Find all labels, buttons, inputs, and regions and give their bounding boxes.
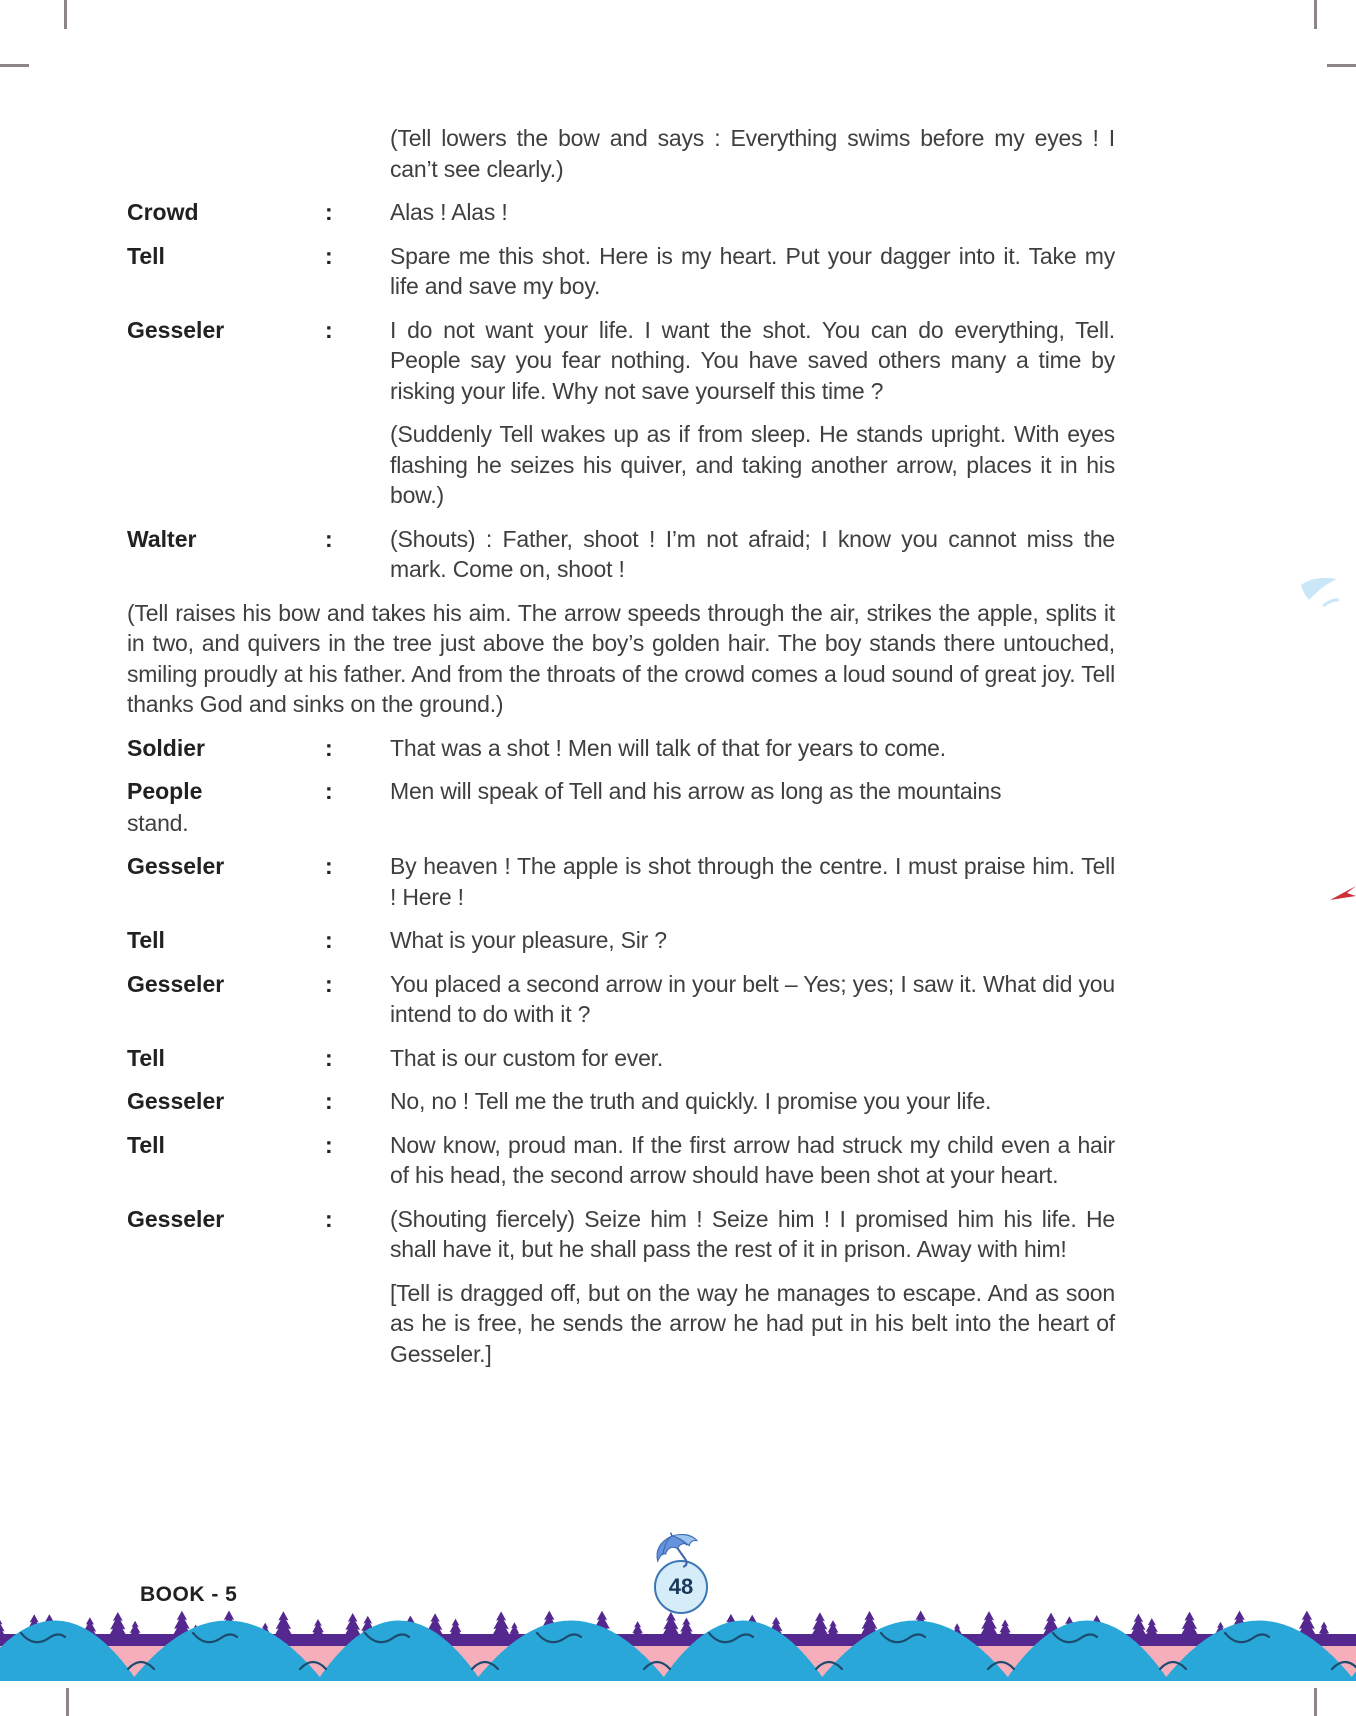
script-body [127, 123, 1115, 1382]
speaker-colon: : [325, 853, 333, 879]
dialogue-text: No, no ! Tell me the truth and quickly. I promise you your life. [390, 1088, 992, 1114]
dialogue-row [127, 1204, 1115, 1265]
dialogue-row [127, 776, 1115, 807]
blue-swoosh-icon [1299, 573, 1341, 615]
dialogue-text: What is your pleasure, Sir ? [390, 927, 667, 953]
dialogue-text: Now know, proud man. If the first arrow had struck my child even a hair of his head, the second arrow should have been shot at your heart. [390, 1131, 1115, 1188]
dialogue-text: Spare me this shot. Here is my heart. Put your dagger into it. Take my life and save my boy. [390, 242, 1115, 299]
dialogue-text: [Tell is dragged off, but on the way he manages to escape. And as soon as he is free, he sends the arrow he had put in his belt into the heart of Gesseler.] [390, 1279, 1115, 1367]
speaker-colon: : [325, 1205, 333, 1232]
umbrella-handle [676, 1546, 688, 1567]
dialogue-row [127, 1086, 1115, 1117]
crop-mark-top-left-v [64, 0, 67, 29]
crop-mark-top-right-h [1327, 64, 1356, 67]
dialogue-row [127, 925, 1115, 956]
speaker-colon: : [325, 970, 333, 997]
speaker-colon: : [325, 316, 333, 343]
speaker-name: People [127, 778, 203, 804]
dialogue-text: By heaven ! The apple is shot through the centre. I must praise him. Tell ! Here ! [390, 853, 1115, 910]
speaker-colon: : [325, 1088, 333, 1114]
speaker-colon: : [325, 242, 333, 269]
dialogue-text: Alas ! Alas ! [390, 199, 508, 225]
speaker-colon [325, 1278, 390, 1370]
speaker-name: Gesseler [127, 853, 225, 879]
dialogue-row [127, 969, 1115, 1030]
dialogue-text: I do not want your life. I want the shot. You can do everything, Tell. People say you fear nothing. You have saved others many a time by risking your life. Why not save yourself this time ? [390, 316, 1115, 404]
dialogue-row [127, 524, 1115, 585]
speaker-colon [325, 419, 390, 511]
speaker-name: Gesseler [127, 316, 225, 343]
blue-hill [131, 1621, 323, 1682]
crop-mark-top-right-v [1314, 0, 1317, 29]
dialogue-row [127, 1043, 1115, 1074]
dialogue-text: (Shouting fiercely) Seize him ! Seize him ! I promised him his life. He shall have it, but he shall pass the rest of it in prison. Away with him! [390, 1205, 1115, 1262]
dialogue-text: That was a shot ! Men will talk of that for years to come. [390, 734, 946, 761]
speaker-name: Crowd [127, 199, 199, 225]
speaker-name [127, 1278, 325, 1370]
dialogue-row [127, 733, 1115, 764]
dialogue-text: That is our custom for ever. [390, 1044, 664, 1071]
dart-shape [1330, 886, 1356, 900]
speaker-colon: : [325, 1044, 333, 1071]
stage-direction-row [127, 123, 1115, 184]
umbrella-icon [648, 1530, 706, 1572]
dialogue-row [127, 315, 1115, 407]
speaker-name: Tell [127, 242, 165, 269]
dialogue-text: (Suddenly Tell wakes up as if from sleep. He stands upright. With eyes flashing he seizes his quiver, and taking another arrow, places it in his bow.) [390, 421, 1115, 508]
speaker-name [127, 419, 325, 511]
dialogue-row [127, 197, 1115, 228]
speaker-name: Gesseler [127, 970, 225, 997]
speaker-name: Gesseler [127, 1088, 225, 1114]
crop-mark-bottom-left-v [66, 1688, 69, 1716]
speaker-name: Walter [127, 525, 197, 552]
dialogue-text: You placed a second arrow in your belt – Yes; yes; I saw it. What did you intend to do with it ? [390, 970, 1115, 1027]
speaker-name: Tell [127, 1131, 165, 1158]
dialogue-row [127, 1130, 1115, 1191]
speaker-colon: : [325, 778, 333, 804]
book-label: BOOK - 5 [140, 1583, 238, 1606]
dialogue-row [127, 241, 1115, 302]
speaker-colon: : [325, 199, 333, 225]
speaker-colon: : [325, 927, 333, 953]
speaker-name [127, 123, 325, 184]
speaker-colon [325, 123, 390, 184]
speaker-colon: : [325, 1131, 333, 1158]
crop-mark-top-left-h [0, 64, 29, 67]
dialogue-continuation: stand. [127, 809, 189, 836]
swoosh-shape [1301, 578, 1337, 600]
dialogue-text: (Tell lowers the bow and says : Everything swims before my eyes ! I can’t see clearly.) [390, 125, 1115, 182]
crop-mark-bottom-right-v [1314, 1688, 1317, 1716]
stage-direction-row [127, 1278, 1115, 1370]
umbrella-canopy [651, 1530, 699, 1561]
umbrella-tip [671, 1533, 672, 1536]
stage-direction-row [127, 419, 1115, 511]
stage-direction-wide: (Tell raises his bow and takes his aim. The arrow speeds through the air, strikes the apple, splits it in two, and quivers in the tree just above the boy’s golden hair. The boy stands there untouched, smiling proudly at his father. And from the throats of the crowd comes a loud sound of great joy. Tell thanks God and sinks on the ground.) [127, 599, 1115, 717]
red-dart-icon [1330, 884, 1356, 908]
speaker-colon: : [325, 525, 333, 552]
speaker-colon: : [325, 734, 333, 761]
speaker-name: Tell [127, 927, 165, 953]
dialogue-text: (Shouts) : Father, shoot ! I’m not afraid; I know you cannot miss the mark. Come on, shoot ! [390, 525, 1115, 582]
dialogue-text: Men will speak of Tell and his arrow as long as the mountains [390, 778, 1002, 804]
speaker-name: Soldier [127, 734, 205, 761]
speaker-name: Tell [127, 1044, 165, 1071]
page-number: 48 [668, 1574, 694, 1599]
speaker-name: Gesseler [127, 1205, 225, 1232]
dialogue-row [127, 851, 1115, 912]
blue-hill [819, 1621, 1011, 1682]
swoosh-line [1323, 600, 1339, 606]
